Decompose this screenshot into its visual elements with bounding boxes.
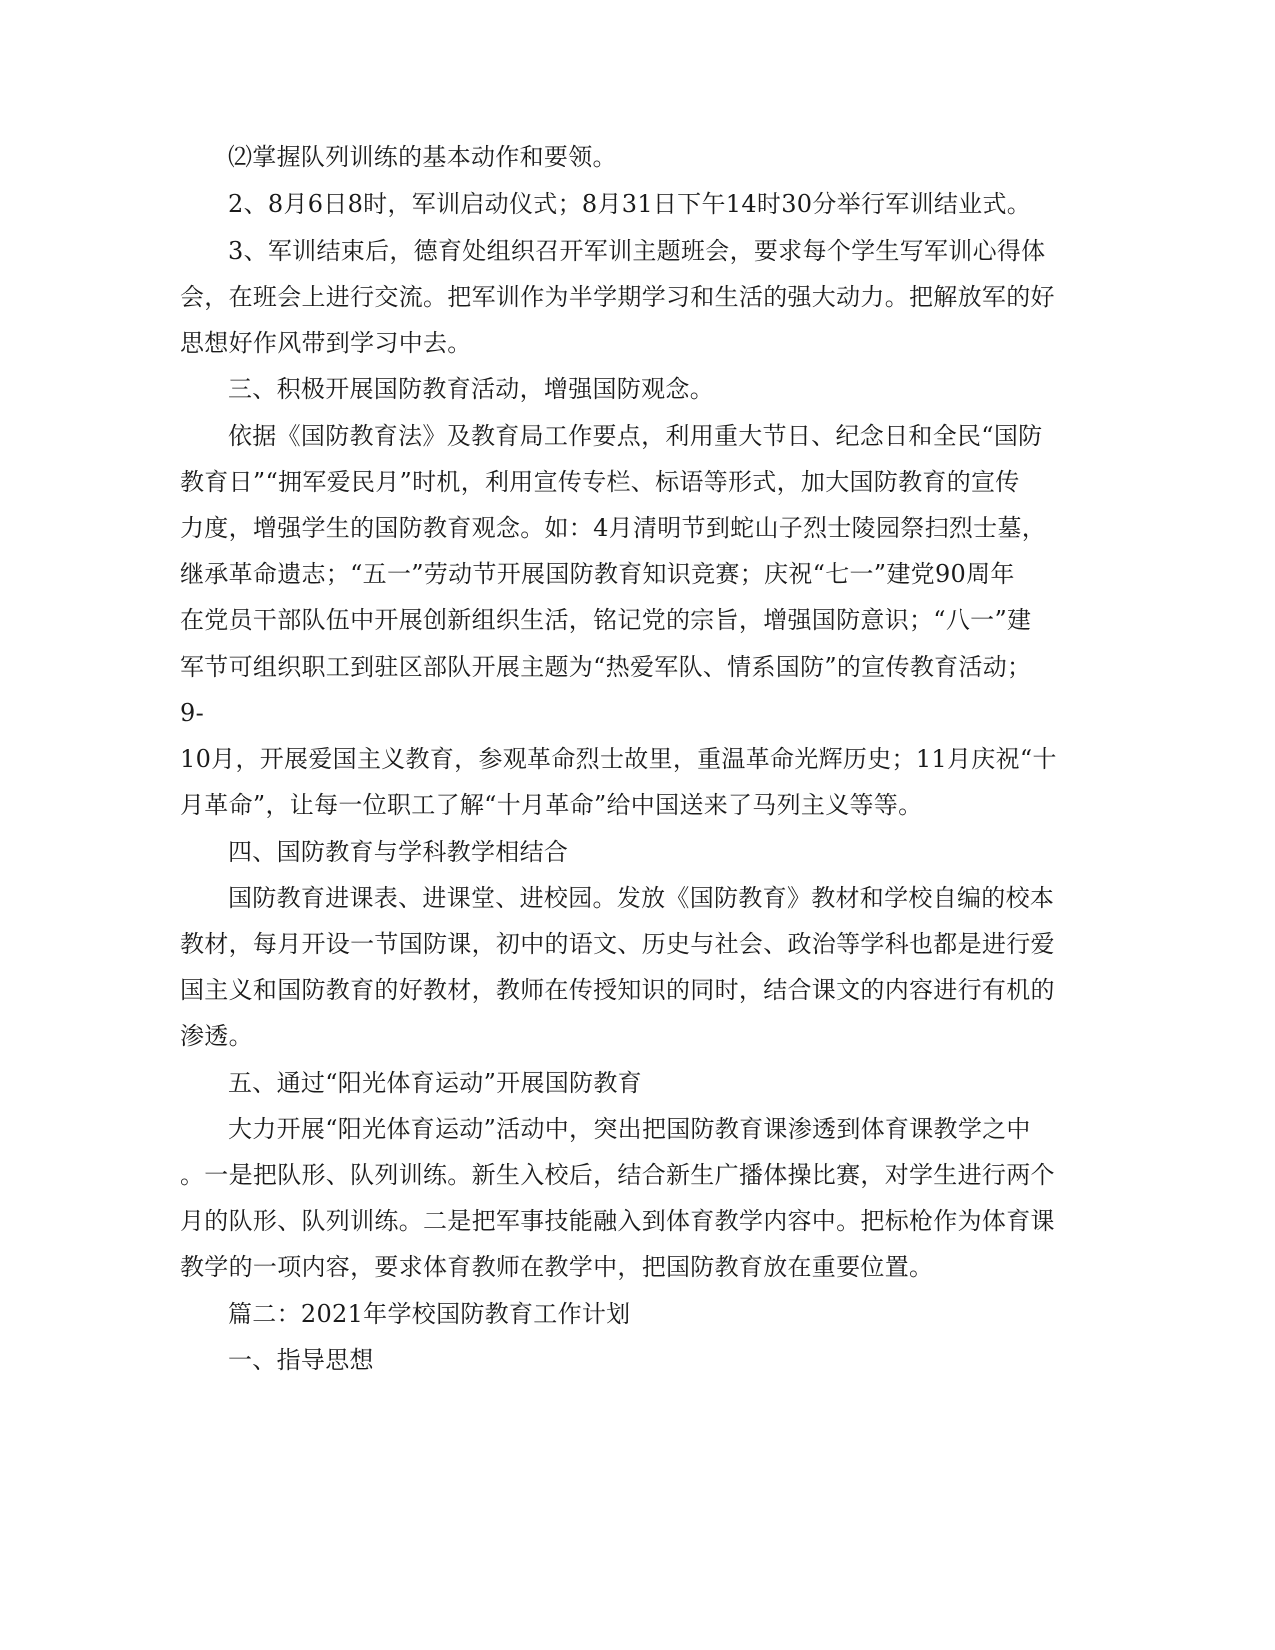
text-line: 月的队形、队列训练。二是把军事技能融入到体育教学内容中。把标枪作为体育课 — [180, 1207, 1055, 1235]
text-line: 2、8月6日8时，军训启动仪式；8月31日下午14时30分举行军训结业式。 — [228, 190, 1032, 218]
text-line: 在党员干部队伍中开展创新组织生活，铭记党的宗旨，增强国防意识；“八一”建 — [180, 606, 1032, 634]
text-line: ⑵掌握队列训练的基本动作和要领。 — [228, 143, 617, 171]
text-line: 教学的一项内容，要求体育教师在教学中，把国防教育放在重要位置。 — [180, 1253, 934, 1281]
text-line: 会，在班会上进行交流。把军训作为半学期学习和生活的强大动力。把解放军的好 — [180, 283, 1055, 311]
text-line: 军节可组织职工到驻区部队开展主题为“热爱军队、情系国防”的宣传教育活动； — [180, 653, 1032, 681]
text-line: 3、军训结束后，德育处组织召开军训主题班会，要求每个学生写军训心得体 — [228, 237, 1046, 265]
text-line: 9- — [180, 699, 204, 727]
section-heading: 一、指导思想 — [228, 1346, 374, 1374]
text-line: 月革命”，让每一位职工了解“十月革命”给中国送来了马列主义等等。 — [180, 791, 923, 819]
text-line: 依据《国防教育法》及教育局工作要点，利用重大节日、纪念日和全民“国防 — [228, 422, 1043, 450]
text-line: 教材，每月开设一节国防课，初中的语文、历史与社会、政治等学科也都是进行爱 — [180, 930, 1055, 958]
text-line: 大力开展“阳光体育运动”活动中，突出把国防教育课渗透到体育课教学之中 — [228, 1115, 1031, 1143]
text-line: 力度，增强学生的国防教育观念。如：4月清明节到蛇山子烈士陵园祭扫烈士墓， — [180, 514, 1047, 542]
text-line: 。一是把队形、队列训练。新生入校后，结合新生广播体操比赛，对学生进行两个 — [180, 1161, 1055, 1189]
section-heading: 五、通过“阳光体育运动”开展国防教育 — [228, 1069, 642, 1097]
section-heading: 三、积极开展国防教育活动，增强国防观念。 — [228, 375, 714, 403]
article-title: 篇二：2021年学校国防教育工作计划 — [228, 1300, 631, 1328]
text-line: 国主义和国防教育的好教材，教师在传授知识的同时，结合课文的内容进行有机的 — [180, 976, 1055, 1004]
text-line: 渗透。 — [180, 1022, 253, 1050]
text-line: 教育日”“拥军爱民月”时机，利用宣传专栏、标语等形式，加大国防教育的宣传 — [180, 468, 1020, 496]
text-line: 10月，开展爱国主义教育，参观革命烈士故里，重温革命光辉历史；11月庆祝“十 — [180, 745, 1057, 773]
text-line: 国防教育进课表、进课堂、进校园。发放《国防教育》教材和学校自编的校本 — [228, 884, 1055, 912]
section-heading: 四、国防教育与学科教学相结合 — [228, 838, 569, 866]
text-line: 思想好作风带到学习中去。 — [180, 329, 472, 357]
text-line: 继承革命遗志；“五一”劳动节开展国防教育知识竞赛；庆祝“七一”建党90周年 — [180, 560, 1015, 588]
